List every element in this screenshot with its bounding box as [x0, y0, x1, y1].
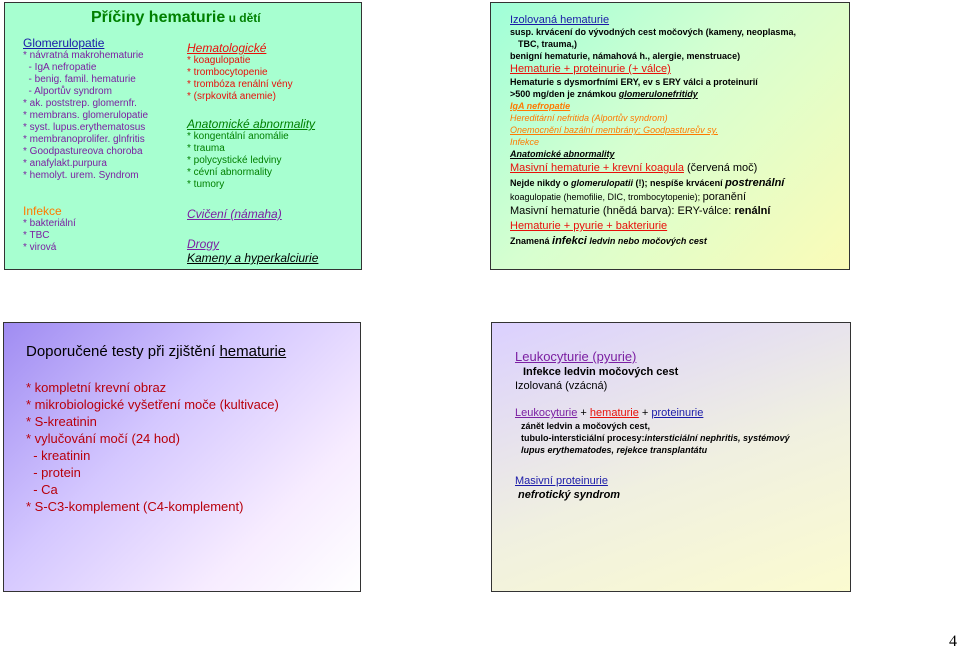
list-item: * cévní abnormality	[187, 167, 273, 178]
hematuria-proteinuria-heading: Hematurie + proteinurie (+ válce)	[510, 63, 671, 75]
list-item: - kreatinin	[26, 448, 91, 463]
leukocyturia-combo-heading: Leukocyturie + hematurie + proteinurie	[515, 407, 704, 419]
list-item: * membrans. glomerulopatie	[23, 110, 149, 121]
isolated-heading: Izolovaná hematurie	[510, 14, 610, 26]
text-line: nefrotický syndrom	[518, 489, 621, 501]
massive-proteinuria-heading: Masivní proteinurie	[515, 475, 608, 487]
exercise-heading: Cvičení (námaha)	[187, 207, 282, 221]
list-item: - benig. famil. hematurie	[23, 74, 136, 85]
text-line: Hereditární nefritida (Alportův syndrom)	[510, 113, 668, 123]
leukocyturia-heading: Leukocyturie (pyurie)	[515, 349, 637, 364]
text-line: susp. krvácení do vývodných cest močových (kameny, neoplasma,	[510, 27, 796, 37]
causes-right-column	[187, 41, 318, 265]
list-item: - Ca	[26, 482, 58, 497]
causes-left-column	[23, 36, 148, 254]
text-line: >500 mg/den je známkou glomerulonefritidy	[510, 89, 698, 99]
drugs-heading: Drogy	[187, 237, 220, 251]
stones-heading: Kameny a hyperkalciurie	[187, 251, 319, 265]
list-item: * vylučování močí (24 hod)	[26, 431, 180, 446]
text-line: Infekce	[510, 137, 540, 147]
list-item: * anafylakt.purpura	[23, 158, 107, 169]
list-item: * kongentální anomálie	[187, 131, 289, 142]
text-line: TBC, trauma,)	[518, 39, 578, 49]
slide-recommended-tests	[3, 322, 361, 592]
list-item: * syst. lupus.erythematosus	[23, 122, 146, 133]
list-item: * (srpkovitá anemie)	[187, 91, 276, 102]
list-item: * membranoprolifer. glnfritis	[23, 134, 145, 145]
slide-causes-hematuria-children	[4, 2, 362, 270]
list-item: * TBC	[23, 230, 50, 241]
text-line: Nejde nikdy o glomerulopatii (!); nespíše krvácení postrenální	[510, 177, 785, 189]
text-line: Onemocnění bazální membrány; Goodpastureův sy.	[510, 125, 718, 135]
text-line: Infekce ledvin močových cest	[523, 366, 679, 378]
hematuria-types-text	[510, 14, 796, 248]
hematologic-heading: Hematologické	[187, 41, 267, 55]
list-item: * bakteriální	[23, 218, 76, 229]
list-item: * S-kreatinin	[26, 414, 97, 429]
text-line: IgA nefropatie	[510, 101, 571, 111]
text-line: koagulopatie (hemofilie, DIC, trombocytopenie); poranění	[510, 191, 747, 203]
slide-hematuria-types	[490, 2, 850, 270]
list-item: * kompletní krevní obraz	[26, 380, 167, 395]
infection-heading: Infekce	[23, 204, 62, 218]
list-item: * Goodpastureova choroba	[23, 146, 143, 157]
list-item: * ak. poststrep. glomernfr.	[23, 98, 137, 109]
list-item: * S-C3-komplement (C4-komplement)	[26, 499, 244, 514]
glomerulopathy-heading: Glomerulopatie	[23, 36, 105, 50]
text-line: tubulo-intersticiální procesy:intersticiální nephritis, systémový	[521, 433, 790, 443]
tests-list	[26, 379, 279, 515]
text-line: Hematurie s dysmorfními ERY, ev s ERY válci a proteinurií	[510, 77, 758, 87]
tests-heading: Doporučené testy při zjištění hematurie	[26, 343, 287, 360]
text-line: Masivní hematurie (hnědá barva): ERY-válce: renální	[510, 205, 771, 217]
list-item: * koagulopatie	[187, 55, 251, 66]
list-item: - IgA nefropatie	[23, 62, 97, 73]
massive-hematuria-line: Masivní hematurie + krevní koagula (červená moč)	[510, 162, 758, 174]
slide-title: Příčiny hematurie u dětí	[91, 9, 261, 26]
list-item: * trauma	[187, 143, 225, 154]
list-item: * trombocytopenie	[187, 67, 268, 78]
text-line: benigní hematurie, námahová h., alergie, menstruace)	[510, 51, 741, 61]
text-line: Izolovaná (vzácná)	[515, 380, 608, 392]
text-line: zánět ledvin a močových cest,	[521, 421, 651, 431]
leukocyturia-text	[515, 349, 790, 502]
list-item: * trombóza renální vény	[187, 79, 293, 90]
list-item: * tumory	[187, 179, 225, 190]
hematuria-pyuria-heading: Hematurie + pyurie + bakteriurie	[510, 220, 668, 232]
text-line: Znamená infekci ledvin nebo močových cest	[510, 235, 707, 247]
list-item: * mikrobiologické vyšetření moče (kultivace)	[26, 397, 279, 412]
glomerulopathy-list	[23, 50, 148, 182]
list-item: * polycystické ledviny	[187, 155, 282, 166]
text-line: lupus erythematodes, rejekce transplantátu	[521, 445, 708, 455]
page-number: 4	[949, 633, 957, 650]
anatomic-heading: Anatomické abnormality	[187, 117, 316, 131]
text-line: Anatomické abnormality	[510, 149, 615, 159]
slide-leukocyturia	[491, 322, 851, 592]
list-item: - Alportův syndrom	[23, 86, 112, 97]
list-item: - protein	[26, 465, 81, 480]
list-item: * virová	[23, 242, 57, 253]
list-item: * hemolyt. urem. Syndrom	[23, 170, 139, 181]
list-item: * návratná makrohematurie	[23, 50, 144, 61]
